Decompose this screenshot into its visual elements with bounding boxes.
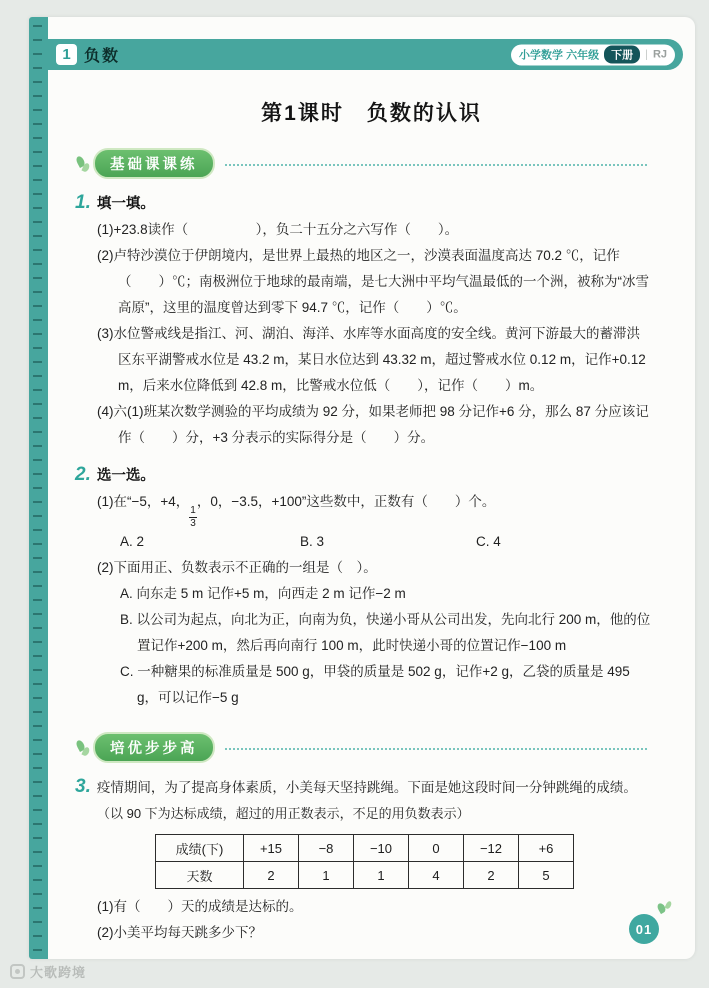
fraction-numerator: 1 bbox=[190, 505, 196, 516]
dotted-divider bbox=[225, 164, 648, 166]
q2-item-1 bbox=[97, 489, 653, 529]
choice-c: C. 4 bbox=[476, 534, 501, 549]
edition-divider: | bbox=[645, 48, 648, 61]
watermark-logo-icon bbox=[10, 964, 25, 979]
section-badge-basic: 基础课课练 bbox=[93, 148, 215, 179]
table-row-scores bbox=[156, 835, 574, 862]
unit-number-badge: 1 bbox=[56, 44, 77, 65]
fraction-denominator: 3 bbox=[190, 517, 196, 529]
q1-item-2: (2)卢特沙漠位于伊朗境内，是世界上最热的地区之一，沙漠表面温度高达 70.2 ℃，记作（ ）℃；南极洲位于地球的最南端，是七大洲中平均气温最低的一个洲，被称为“冰雪高原”，这里的温度曾达到零下 94.7 ℃，记作（ ）℃。 bbox=[97, 248, 649, 315]
q2-option-a: A. 向东走 5 m 记作+5 m，向西走 2 m 记作−2 m bbox=[120, 586, 406, 601]
unit-title: 负数 bbox=[84, 48, 121, 65]
table-cell: −12 bbox=[464, 835, 519, 862]
score-table bbox=[155, 834, 574, 889]
page-number-badge: 01 bbox=[629, 914, 659, 944]
q1-item-3: (3)水位警戒线是指江、河、湖泊、海洋、水库等水面高度的安全线。黄河下游最大的蓄滞洪区东平湖警戒水位是 43.2 m，某日水位达到 43.32 m，超过警戒水位 0.12 m，记作+0.12 m，后来水位降低到 42.8 m，比警戒水位低（ ），记作（ ）m。 bbox=[97, 326, 646, 393]
table-cell: 1 bbox=[354, 862, 409, 889]
q2-item-1-post: ，0，−3.5，+100”这些数中，正数有（ ）个。 bbox=[196, 494, 496, 509]
edition-subject-grade: 小学数学 六年级 bbox=[519, 49, 600, 62]
binding-strip bbox=[29, 17, 48, 959]
question-3 bbox=[75, 774, 653, 946]
main-content bbox=[48, 148, 695, 946]
question-3-head bbox=[75, 774, 653, 801]
question-3-body bbox=[75, 801, 653, 946]
section-basic-row bbox=[75, 148, 653, 179]
table-cell: 5 bbox=[519, 862, 574, 889]
question-1 bbox=[75, 190, 653, 451]
question-2-number: 2. bbox=[75, 464, 91, 485]
dotted-divider bbox=[225, 748, 648, 750]
q1-item-1: (1)+23.8读作（ ），负二十五分之六写作（ ）。 bbox=[97, 222, 459, 237]
unit-header bbox=[48, 39, 683, 70]
table-cell: −10 bbox=[354, 835, 409, 862]
table-cell: 4 bbox=[409, 862, 464, 889]
table-cell: +15 bbox=[244, 835, 299, 862]
table-cell: 天数 bbox=[156, 862, 244, 889]
watermark bbox=[10, 962, 86, 981]
section-badge-advanced: 培优步步高 bbox=[93, 732, 215, 763]
lesson-title: 第1课时 负数的认识 bbox=[261, 102, 482, 125]
table-cell: 0 bbox=[409, 835, 464, 862]
q2-item-1-choices bbox=[97, 529, 653, 555]
watermark-text: 大歌跨境 bbox=[30, 965, 87, 980]
q1-item-4: (4)六(1)班某次数学测验的平均成绩为 92 分，如果老师把 98 分记作+6 分，那么 87 分应该记作（ ）分，+3 分表示的实际得分是（ ）分。 bbox=[97, 404, 649, 445]
q3-note: （以 90 下为达标成绩，超过的用正数表示，不足的用负数表示） bbox=[97, 806, 470, 821]
table-cell: 2 bbox=[464, 862, 519, 889]
table-cell: 成绩(下) bbox=[156, 835, 244, 862]
edition-volume: 下册 bbox=[604, 46, 640, 64]
question-2-body bbox=[75, 489, 653, 711]
leaf-icon bbox=[75, 154, 91, 174]
table-cell: 2 bbox=[244, 862, 299, 889]
q3-item-1: (1)有（ ）天的成绩是达标的。 bbox=[97, 899, 303, 914]
choice-b: B. 3 bbox=[300, 534, 325, 549]
edition-publisher: RJ bbox=[652, 48, 667, 61]
question-1-title: 填一填。 bbox=[96, 196, 155, 212]
fraction-one-third bbox=[189, 505, 197, 529]
choice-a: A. 2 bbox=[120, 534, 145, 549]
q2-option-c: C. 一种糖果的标准质量是 500 g，甲袋的质量是 502 g，记作+2 g，乙袋的质量是 495 g，可以记作−5 g bbox=[120, 664, 630, 705]
q2-option-b: B. 以公司为起点，向北为正，向南为负，快递小哥从公司出发，先向北行 200 m，他的位置记作+200 m，然后再向南行 100 m，此时快递小哥的位置记作−100 m bbox=[120, 612, 651, 653]
q2-item-2: (2)下面用正、负数表示不正确的一组是（ ）。 bbox=[97, 560, 377, 575]
section-advanced-row bbox=[75, 732, 653, 763]
table-cell: 1 bbox=[299, 862, 354, 889]
question-2 bbox=[75, 462, 653, 711]
question-3-intro: 疫情期间，为了提高身体素质，小美每天坚持跳绳。下面是她这段时间一分钟跳绳的成绩。 bbox=[96, 780, 637, 795]
q2-item-1-pre: (1)在“−5，+4， bbox=[97, 494, 190, 509]
table-cell: +6 bbox=[519, 835, 574, 862]
question-3-number: 3. bbox=[75, 776, 91, 797]
question-1-number: 1. bbox=[75, 192, 91, 213]
page-content bbox=[48, 17, 695, 959]
question-1-head bbox=[75, 190, 653, 217]
question-1-body bbox=[75, 217, 653, 451]
table-cell: −8 bbox=[299, 835, 354, 862]
workbook-page bbox=[29, 17, 695, 959]
question-2-title: 选一选。 bbox=[96, 468, 155, 484]
q3-item-2: (2)小美平均每天跳多少下？ bbox=[97, 925, 262, 940]
leaf-icon bbox=[75, 738, 91, 758]
edition-label bbox=[511, 44, 675, 65]
question-2-head bbox=[75, 462, 653, 489]
table-row-days bbox=[156, 862, 574, 889]
